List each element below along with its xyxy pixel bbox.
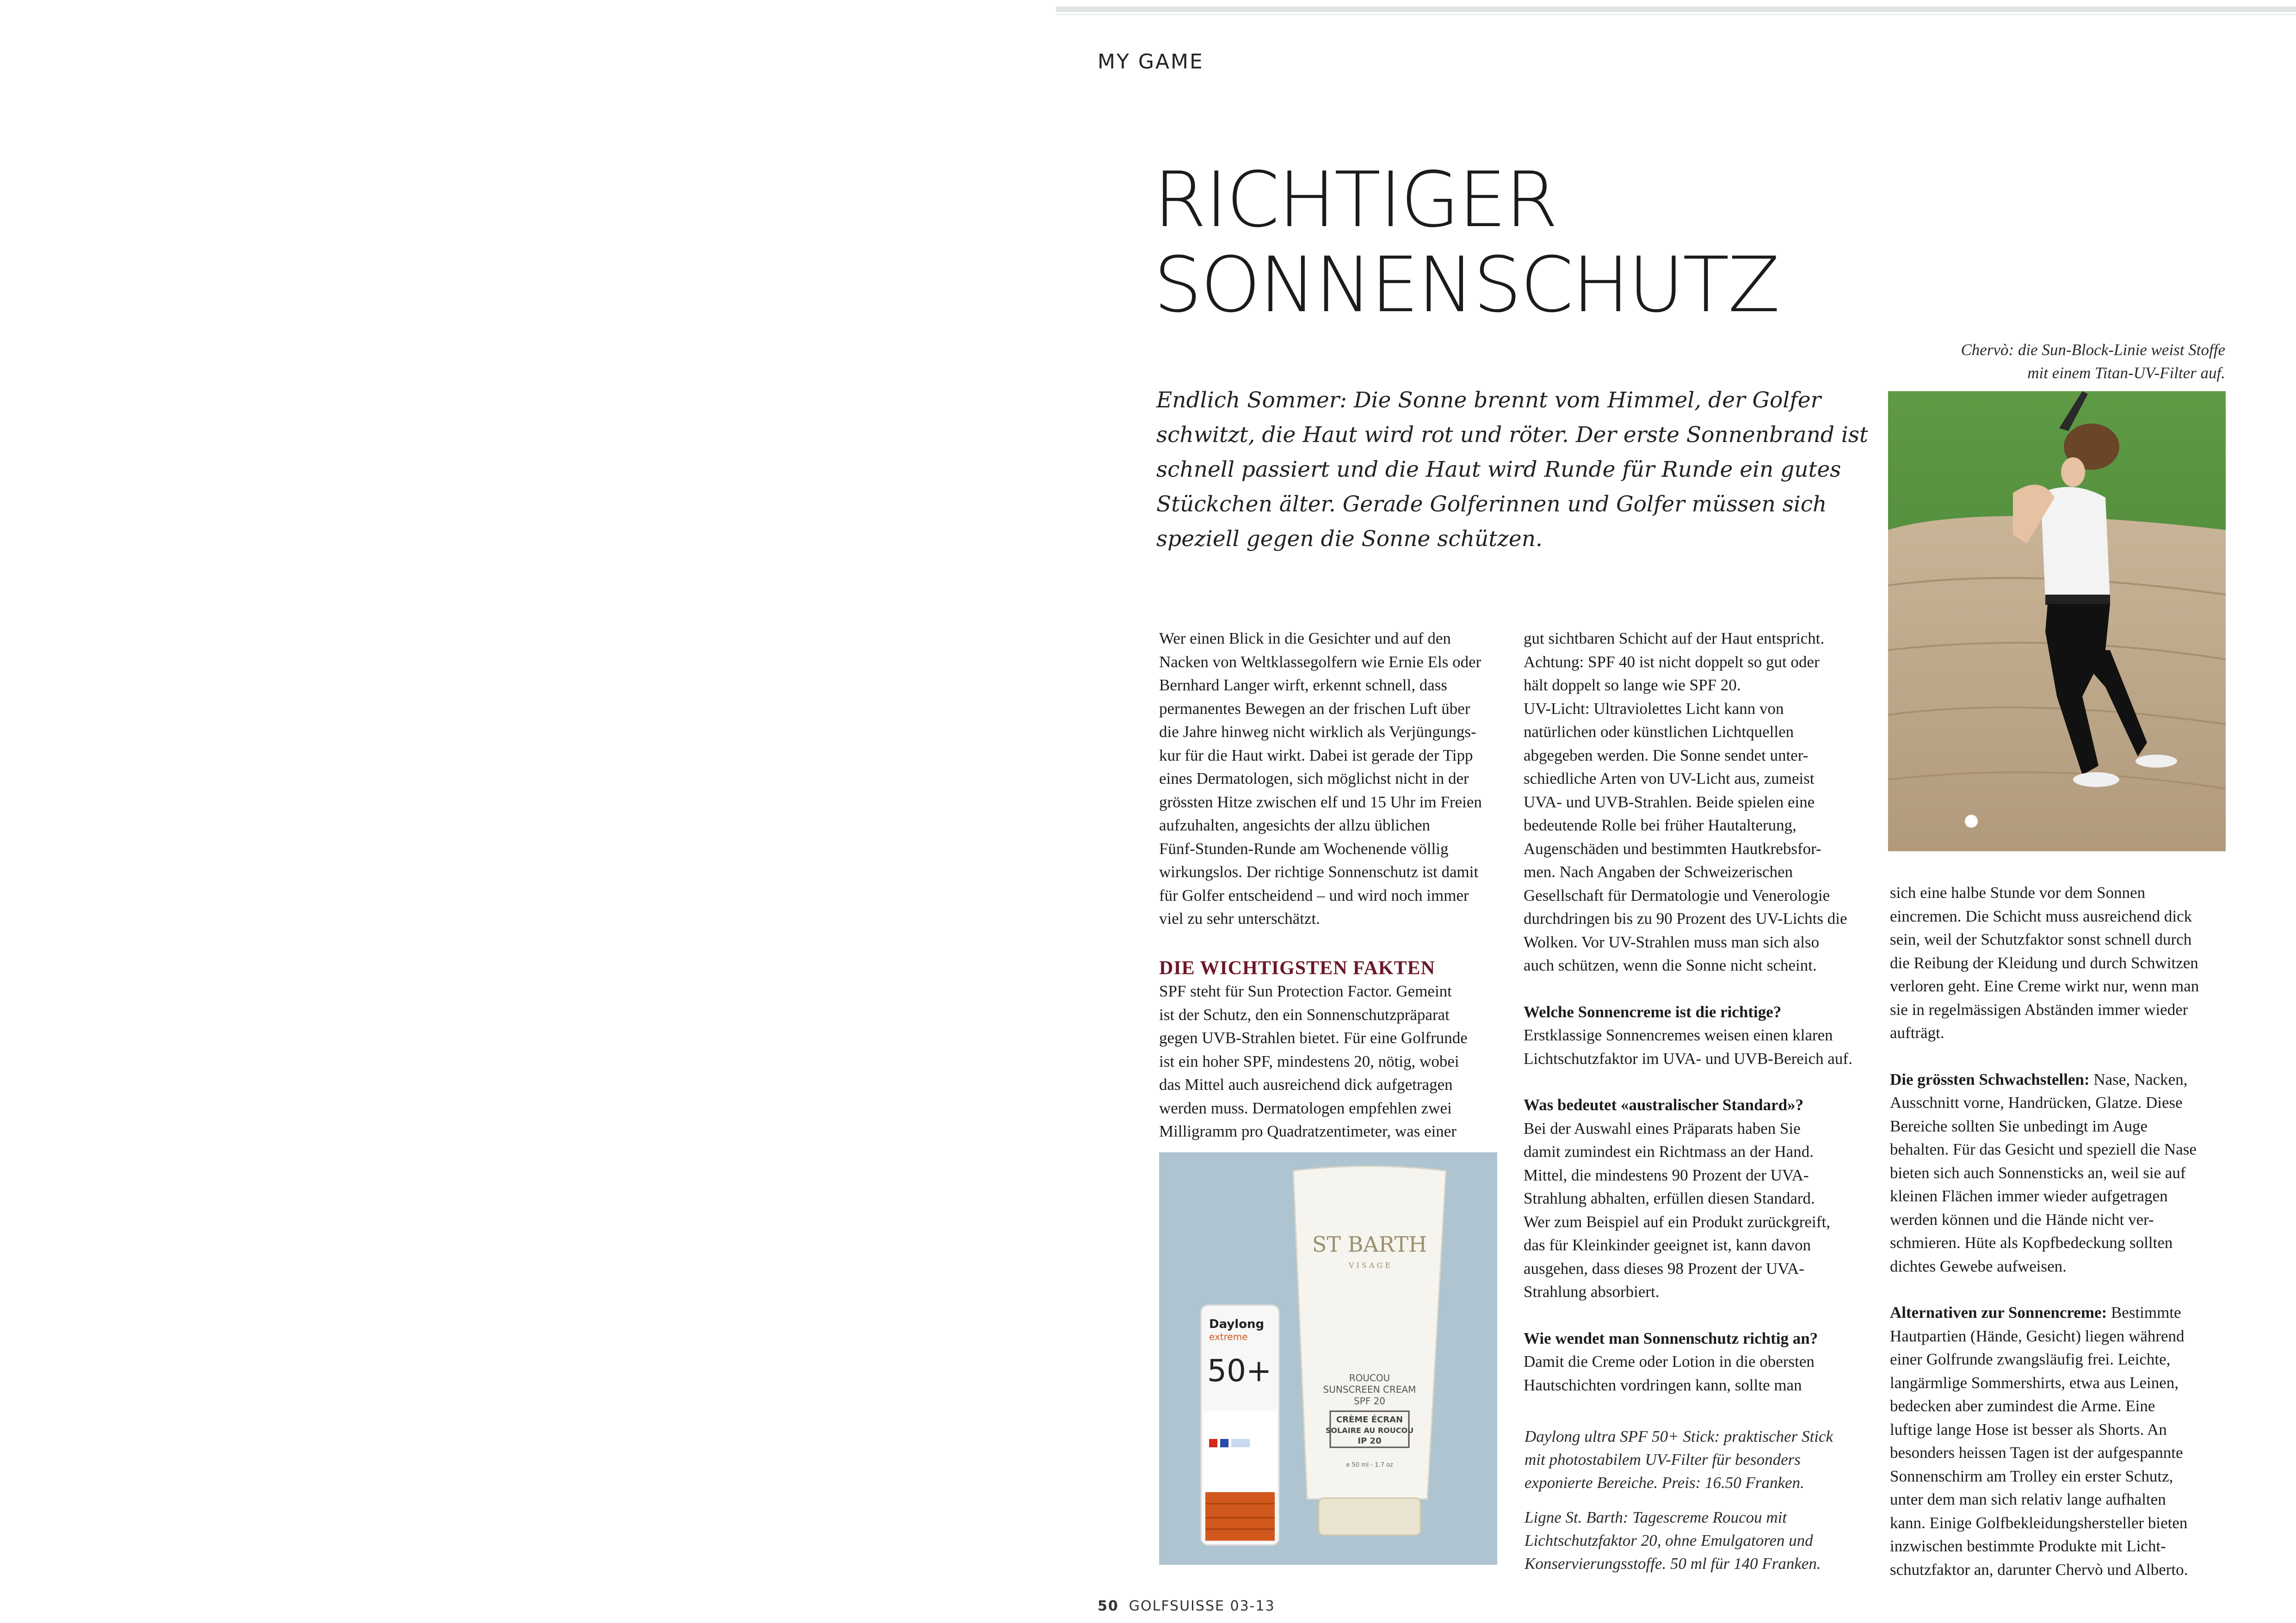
body-line: natürlichen oder künstlichen Lichtquellen: [1524, 723, 1794, 741]
body-line: Wer zum Beispiel auf ein Produkt zurückgreift,: [1524, 1212, 1830, 1231]
blank-left-page: [0, 0, 1056, 1623]
question-heading: Was bedeutet «australischer Standard»?: [1524, 1096, 1804, 1114]
body-line: besonders heissen Tagen ist der aufgespannte: [1890, 1444, 2183, 1462]
tube-volume: e 50 ml - 1.7 oz: [1346, 1462, 1393, 1469]
body-line: langärmlige Sommershirts, etwa aus Leinen,: [1890, 1373, 2179, 1392]
body-line: verloren geht. Eine Creme wirkt nur, wenn man: [1890, 977, 2199, 995]
body-line: Die grössten Schwachstellen: Nase, Nacken,: [1890, 1070, 2188, 1088]
question-heading: Wie wendet man Sonnenschutz richtig an?: [1524, 1329, 1818, 1347]
tube-box-line-1: CRÈME ÉCRAN: [1336, 1415, 1403, 1425]
body-line: werden muss. Dermatologen empfehlen zwei: [1159, 1099, 1452, 1117]
title-line-2: SONNENSCHUTZ: [1154, 240, 1779, 329]
body-line: Lichtschutzfaktor im UVA- und UVB-Bereich auf.: [1524, 1049, 1852, 1068]
body-line: gut sichtbaren Schicht auf der Haut entspricht.: [1524, 629, 1825, 647]
caption-line: mit photostabilem UV-Filter für besonders: [1524, 1451, 1801, 1469]
magazine-issue: GOLFSUISSE 03-13: [1129, 1598, 1275, 1614]
tube-brand: ST BARTH: [1312, 1232, 1427, 1257]
body-line: damit zumindest ein Richtmass an der Hand.: [1524, 1143, 1814, 1161]
body-line: grössten Hitze zwischen elf und 15 Uhr im Freien: [1159, 793, 1482, 811]
inline-label: Die grössten Schwachstellen:: [1890, 1070, 2090, 1088]
caption-line: Chervò: die Sun-Block-Linie weist Stoffe: [1961, 341, 2225, 359]
body-line: aufzuhalten, angesichts der allzu üblichen: [1159, 816, 1431, 834]
body-line: eines Dermatologen, sich möglichst nicht in der: [1159, 769, 1469, 787]
lead-line: schwitzt, die Haut wird rot und röter. Der erste Sonnenbrand ist: [1156, 422, 1868, 448]
body-line: men. Nach Angaben der Schweizerischen: [1524, 863, 1793, 881]
body-line: ist der Schutz, den ein Sonnenschutzpräparat: [1159, 1005, 1450, 1024]
body-line: wirkungslos. Der richtige Sonnenschutz ist damit: [1159, 863, 1479, 881]
body-line: Wolken. Vor UV-Strahlen muss man sich also: [1524, 933, 1820, 951]
article-column-2: [1524, 627, 1875, 1397]
body-line: kann. Einige Golfbekleidungshersteller bieten: [1890, 1513, 2188, 1532]
body-line: aufträgt.: [1890, 1024, 1944, 1042]
body-line: hält doppelt so lange wie SPF 20.: [1524, 676, 1741, 694]
page-number: 50: [1098, 1598, 1119, 1614]
body-line: Strahlung abhalten, erfüllen diesen Standard.: [1524, 1189, 1815, 1207]
article-column-1: [1159, 627, 1501, 1143]
body-line: Strahlung absorbiert.: [1524, 1283, 1660, 1301]
stick-sub: extreme: [1209, 1331, 1248, 1342]
lead-paragraph: [1156, 383, 1878, 556]
body-line: Wer einen Blick in die Gesichter und auf den: [1159, 629, 1451, 647]
body-line: durchdringen bis zu 90 Prozent des UV-Lichts die: [1524, 910, 1847, 928]
body-line: eincremen. Die Schicht muss ausreichend dick: [1890, 907, 2192, 925]
article-title: [1154, 157, 1779, 327]
body-line: Ausschnitt vorne, Handrücken, Glatze. Diese: [1890, 1094, 2183, 1112]
body-line: inzwischen bestimmte Produkte mit Licht-: [1890, 1537, 2166, 1555]
golfer-bunker-photo: [1888, 391, 2226, 851]
body-line: auch schützen, wenn die Sonne nicht scheint.: [1524, 956, 1817, 974]
article-column-3: [1890, 881, 2232, 1581]
body-line: luftige lange Hose ist besser als Shorts. An: [1890, 1420, 2167, 1439]
lead-line: schnell passiert und die Haut wird Runde für Runde ein gutes: [1156, 457, 1841, 482]
body-line: sein, weil der Schutzfaktor sonst schnell durch: [1890, 930, 2192, 948]
body-line: Augenschäden und bestimmten Hautkrebsfor-: [1524, 839, 1821, 858]
body-line: Fünf-Stunden-Runde am Wochenende völlig: [1159, 839, 1449, 858]
body-line: gegen UVB-Strahlen bietet. Für eine Golfrunde: [1159, 1029, 1468, 1047]
question-heading: Welche Sonnencreme ist die richtige?: [1524, 1002, 1782, 1021]
body-line: Mittel, die mindestens 90 Prozent der UVA-: [1524, 1166, 1809, 1184]
body-line: einer Golfrunde zwangsläufig frei. Leichte,: [1890, 1350, 2171, 1368]
body-line: permanentes Bewegen an der frischen Luft über: [1159, 699, 1470, 718]
body-line: für Golfer entscheidend – und wird noch immer: [1159, 886, 1469, 904]
inline-label: Alternativen zur Sonnencreme:: [1890, 1303, 2107, 1322]
body-line: Hautpartien (Hände, Gesicht) liegen während: [1890, 1327, 2185, 1345]
body-line: Erstklassige Sonnencremes weisen einen klaren: [1524, 1026, 1833, 1044]
sunscreen-products-photo: [1159, 1152, 1497, 1565]
body-line: UVA- und UVB-Strahlen. Beide spielen eine: [1524, 793, 1815, 811]
section-label: MY GAME: [1098, 50, 1204, 74]
body-line: schiedliche Arten von UV-Licht aus, zumeist: [1524, 769, 1815, 787]
body-line: Damit die Creme oder Lotion in die obersten: [1524, 1352, 1815, 1371]
body-line: Gesellschaft für Dermatologie und Venerologie: [1524, 886, 1830, 904]
body-line: viel zu sehr unterschätzt.: [1159, 910, 1320, 928]
stick-spf: 50+: [1207, 1353, 1272, 1389]
body-line: bedeutende Rolle bei früher Hautalterung,: [1524, 816, 1796, 834]
body-line: Nacken von Weltklassegolfern wie Ernie Els oder: [1159, 652, 1481, 671]
page-footer: [1098, 1598, 1275, 1614]
lead-line: Endlich Sommer: Die Sonne brennt vom Himmel, der Golfer: [1156, 387, 1821, 413]
stick-brand: Daylong: [1209, 1317, 1265, 1331]
golfer-bunker-image: [1888, 391, 2226, 851]
tube-box-line-2: SOLAIRE AU ROUCOU: [1325, 1426, 1414, 1435]
body-line: bieten sich auch Sonnensticks an, weil sie auf: [1890, 1163, 2186, 1182]
tube-sub: V I S A G E: [1348, 1261, 1391, 1270]
body-line: werden können und die Hände nicht ver-: [1890, 1210, 2154, 1229]
body-line: Bernhard Langer wirft, erkennt schnell, dass: [1159, 676, 1447, 694]
lead-line: Stückchen älter. Gerade Golferinnen und Golfer müssen sich: [1156, 492, 1827, 517]
body-line: Hautschichten vordringen kann, sollte man: [1524, 1376, 1802, 1394]
tube-line-3: SPF 20: [1353, 1396, 1386, 1407]
top-rule: [1056, 6, 2296, 12]
body-line: Bereiche sollten Sie unbedingt im Auge: [1890, 1117, 2148, 1135]
body-line: Bei der Auswahl eines Präparats haben Sie: [1524, 1119, 1801, 1137]
caption-line: exponierte Bereiche. Preis: 16.50 Franken.: [1524, 1474, 1804, 1492]
tube-box-line-3: IP 20: [1358, 1436, 1382, 1446]
body-line: schutzfaktor an, darunter Chervò und Alberto.: [1890, 1560, 2188, 1579]
top-rule-thin: [1056, 14, 2296, 15]
body-line: behalten. Für das Gesicht und speziell die Nase: [1890, 1140, 2197, 1158]
caption-line: Daylong ultra SPF 50+ Stick: praktischer Stick: [1524, 1427, 1833, 1445]
body-line: SPF steht für Sun Protection Factor. Gemeint: [1159, 982, 1452, 1000]
body-line: Alternativen zur Sonnencreme: Bestimmte: [1890, 1303, 2181, 1322]
body-line: dichtes Gewebe aufweisen.: [1890, 1257, 2067, 1275]
body-line: ist ein hoher SPF, mindestens 20, nötig, wobei: [1159, 1052, 1459, 1070]
body-line: unter dem man sich relativ lange aufhalten: [1890, 1490, 2166, 1508]
caption-line: Ligne St. Barth: Tagescreme Roucou mit: [1524, 1508, 1787, 1526]
body-line: Achtung: SPF 40 ist nicht doppelt so gut oder: [1524, 652, 1820, 671]
sunscreen-products-image: [1159, 1152, 1497, 1565]
section-subheading: DIE WICHTIGSTEN FAKTEN: [1159, 957, 1435, 979]
tube-line-1: ROUCOU: [1349, 1372, 1390, 1383]
daylong-caption: [1524, 1425, 1833, 1494]
body-line: sich eine halbe Stunde vor dem Sonnen: [1890, 884, 2146, 902]
body-line: kur für die Haut wirkt. Dabei ist gerade der Tipp: [1159, 746, 1473, 764]
body-line: die Jahre hinweg nicht wirklich als Verjüngungs-: [1159, 723, 1476, 741]
body-line: Sonnenschirm am Trolley ein erster Schutz,: [1890, 1467, 2173, 1485]
body-line: abgegeben werden. Die Sonne sendet unter-: [1524, 746, 1808, 764]
body-line: Milligramm pro Quadratzentimeter, was einer: [1159, 1122, 1457, 1140]
caption-line: mit einem Titan-UV-Filter auf.: [2027, 364, 2225, 382]
body-line: bedecken aber zumindest die Arme. Eine: [1890, 1397, 2155, 1415]
body-line: das Mittel auch ausreichend dick aufgetragen: [1159, 1076, 1453, 1094]
title-line-1: RICHTIGER: [1154, 155, 1557, 244]
stbarth-caption: [1524, 1506, 1821, 1575]
body-line: UV-Licht: Ultraviolettes Licht kann von: [1524, 699, 1784, 718]
body-line: das für Kleinkinder geeignet ist, kann davon: [1524, 1236, 1811, 1254]
golf-photo-caption: [1961, 338, 2225, 385]
caption-line: Lichtschutzfaktor 20, ohne Emulgatoren und: [1524, 1531, 1813, 1549]
body-line: ausgehen, dass dieses 98 Prozent der UVA-: [1524, 1259, 1804, 1278]
caption-line: Konservierungsstoffe. 50 ml für 140 Franken.: [1524, 1555, 1821, 1573]
lead-line: speziell gegen die Sonne schützen.: [1156, 526, 1543, 552]
body-line: kleinen Flächen immer wieder aufgetragen: [1890, 1187, 2168, 1205]
tube-line-2: SUNSCREEN CREAM: [1323, 1384, 1416, 1395]
body-line: die Reibung der Kleidung und durch Schwitzen: [1890, 953, 2198, 972]
body-line: schmieren. Hüte als Kopfbedeckung sollten: [1890, 1234, 2173, 1252]
body-line: sie in regelmässigen Abständen immer wieder: [1890, 1000, 2188, 1019]
